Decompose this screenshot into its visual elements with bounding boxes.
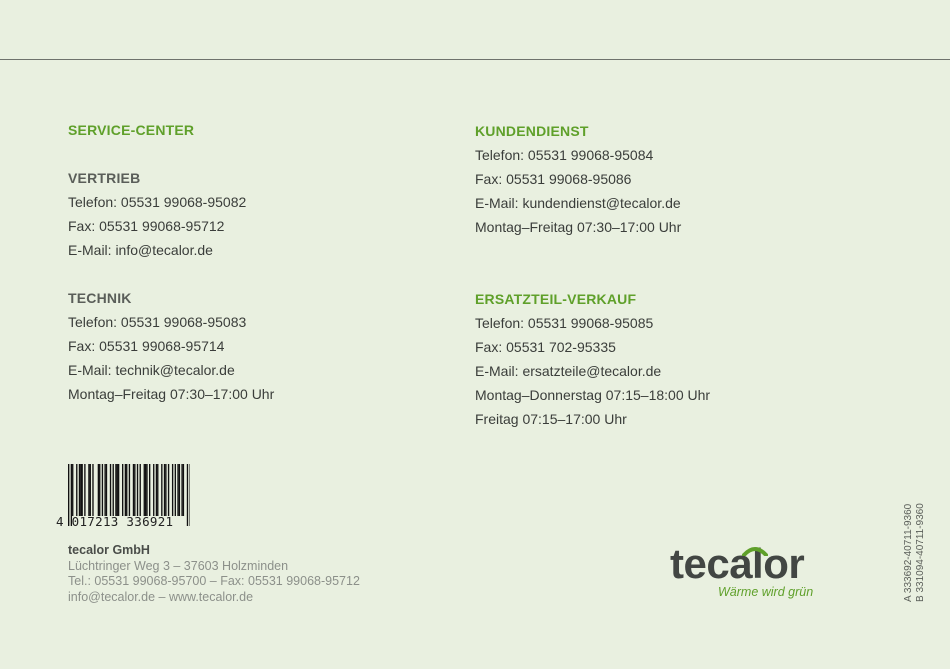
company-tel-fax: Tel.: 05531 99068-95700 – Fax: 05531 99068-95712: [68, 574, 360, 588]
ersatzteil-heading: ERSATZTEIL-VERKAUF: [475, 291, 637, 307]
left-contact-column: [68, 118, 468, 406]
vertrieb-fax: Fax: 05531 99068-95712: [68, 218, 225, 234]
kundendienst-telefon: Telefon: 05531 99068-95084: [475, 147, 654, 163]
top-divider: [0, 59, 950, 60]
kundendienst-fax: Fax: 05531 99068-95086: [475, 171, 632, 187]
technik-fax: Fax: 05531 99068-95714: [68, 338, 225, 354]
service-center-heading: SERVICE-CENTER: [68, 122, 195, 138]
vertrieb-email: E-Mail: info@tecalor.de: [68, 242, 213, 258]
ersatzteil-telefon: Telefon: 05531 99068-95085: [475, 315, 654, 331]
company-address: Lüchtringer Weg 3 – 37603 Holzminden: [68, 558, 289, 573]
ersatzteil-hours-friday: Freitag 07:15–17:00 Uhr: [475, 411, 627, 427]
technik-email: E-Mail: technik@tecalor.de: [68, 362, 235, 378]
logo-wordmark: tecalor: [670, 540, 805, 587]
vertrieb-heading: VERTRIEB: [68, 170, 141, 186]
kundendienst-email: E-Mail: kundendienst@tecalor.de: [475, 195, 681, 211]
company-block: [68, 543, 360, 605]
logo-arc-icon: [742, 546, 768, 556]
technik-telefon: Telefon: 05531 99068-95083: [68, 314, 247, 330]
barcode-number: 4 017213 336921: [56, 514, 174, 529]
vertrieb-telefon: Telefon: 05531 99068-95082: [68, 194, 247, 210]
technik-hours: Montag–Freitag 07:30–17:00 Uhr: [68, 386, 275, 402]
right-contact-column: [475, 119, 875, 431]
technik-heading: TECHNIK: [68, 290, 132, 306]
order-number-a: A 333692-40711-9360: [903, 503, 914, 602]
ersatzteil-fax: Fax: 05531 702-95335: [475, 339, 616, 355]
ersatzteil-hours-weekdays: Montag–Donnerstag 07:15–18:00 Uhr: [475, 387, 711, 403]
company-web: info@tecalor.de – www.tecalor.de: [68, 589, 254, 604]
logo-tagline: Wärme wird grün: [718, 585, 814, 599]
ersatzteil-email: E-Mail: ersatzteile@tecalor.de: [475, 363, 662, 379]
kundendienst-heading: KUNDENDIENST: [475, 123, 589, 139]
kundendienst-hours: Montag–Freitag 07:30–17:00 Uhr: [475, 219, 682, 235]
order-numbers: [903, 503, 927, 602]
order-number-b: B 331094-40711-9360: [915, 503, 926, 602]
company-name: tecalor GmbH: [68, 543, 150, 557]
